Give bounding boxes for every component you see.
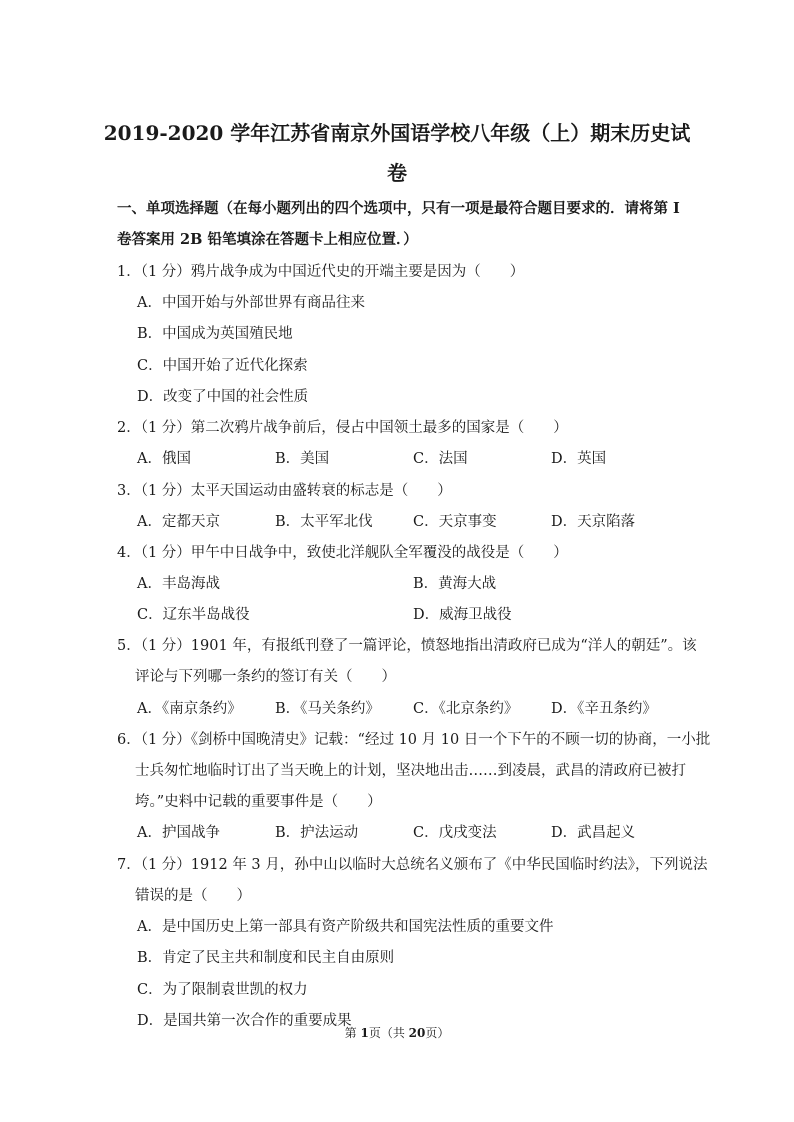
footer-suffix: 页） — [425, 1026, 450, 1040]
question-4-option-d: D．威海卫战役 — [413, 607, 512, 623]
question-7-option-b: B．肯定了民主共和制度和民主自由原则 — [137, 950, 395, 966]
question-5-stem-line1: 5．（1 分）1901 年，有报纸刊登了一篇评论，愤怒地指出清政府已成为“洋人的朝廷”。该 — [117, 638, 697, 654]
question-1-option-a: A．中国开始与外部世界有商品往来 — [137, 295, 365, 311]
question-6-stem-line2: 士兵匆忙地临时订出了当天晚上的计划，坚决地出击……到凌晨，武昌的清政府已被打 — [135, 763, 686, 779]
footer-page-number: 1 — [360, 1026, 369, 1040]
question-3-option-a: A．定都天京 — [137, 514, 220, 530]
question-6-stem-line3: 垮。”史料中记载的重要事件是（ ） — [135, 794, 382, 810]
question-1-option-d: D．改变了中国的社会性质 — [137, 389, 309, 405]
exam-title-line2: 卷 — [387, 161, 407, 185]
question-5-option-c: C．《北京条约》 — [413, 701, 519, 717]
question-7-stem-line2: 错误的是（ ） — [135, 888, 251, 904]
question-2-option-a: A．俄国 — [137, 451, 191, 467]
question-5-stem-line2: 评论与下列哪一条约的签订有关（ ） — [135, 669, 396, 685]
question-1-stem: 1．（1 分）鸦片战争成为中国近代史的开端主要是因为（ ） — [117, 264, 525, 280]
question-4-option-b: B．黄海大战 — [413, 576, 497, 592]
question-1-option-c: C．中国开始了近代化探索 — [137, 358, 308, 374]
footer-middle: 页（共 — [368, 1026, 409, 1040]
question-2-option-c: C．法国 — [413, 451, 468, 467]
page-footer — [0, 1024, 794, 1041]
question-5-option-b: B．《马关条约》 — [275, 701, 380, 717]
exam-title-line1: 2019-2020 学年江苏省南京外国语学校八年级（上）期末历史试 — [103, 121, 691, 145]
section-heading-line2: 卷答案用 2B 铅笔填涂在答题卡上相应位置．） — [117, 231, 418, 248]
question-6-option-a: A．护国战争 — [137, 825, 220, 841]
question-6-option-b: B．护法运动 — [275, 825, 359, 841]
question-3-stem: 3．（1 分）太平天国运动由盛转衰的标志是（ ） — [117, 483, 452, 499]
question-4-option-c: C．辽东半岛战役 — [137, 607, 250, 623]
question-6-stem-line1: 6．（1 分）《剑桥中国晚清史》记载：“经过 10 月 10 日一个下午的不顾一切的协商，一小批 — [117, 732, 711, 748]
question-3-option-d: D．天京陷落 — [551, 514, 636, 530]
question-3-option-b: B．太平军北伐 — [275, 514, 373, 530]
question-4-option-a: A．丰岛海战 — [137, 576, 220, 592]
question-5-option-d: D．《辛丑条约》 — [551, 701, 657, 717]
footer-prefix: 第 — [344, 1026, 361, 1040]
question-5-option-a: A．《南京条约》 — [137, 701, 242, 717]
question-3-option-c: C．天京事变 — [413, 514, 497, 530]
question-7-stem-line1: 7．（1 分）1912 年 3 月，孙中山以临时大总统名义颁布了《中华民国临时约法》，下列说法 — [117, 857, 708, 873]
question-4-stem: 4．（1 分）甲午中日战争中，致使北洋舰队全军覆没的战役是（ ） — [117, 545, 568, 561]
question-6-option-c: C．戊戌变法 — [413, 825, 497, 841]
question-1-option-b: B．中国成为英国殖民地 — [137, 326, 293, 342]
question-2-option-b: B．美国 — [275, 451, 330, 467]
question-6-option-d: D．武昌起义 — [551, 825, 636, 841]
question-2-option-d: D．英国 — [551, 451, 607, 467]
footer-total-pages: 20 — [408, 1026, 426, 1040]
question-7-option-c: C．为了限制袁世凯的权力 — [137, 982, 308, 998]
question-7-option-d: D．是国共第一次合作的重要成果 — [137, 1013, 352, 1029]
question-2-stem: 2．（1 分）第二次鸦片战争前后，侵占中国领土最多的国家是（ ） — [117, 420, 568, 436]
section-heading-line1: 一、单项选择题（在每小题列出的四个选项中，只有一项是最符合题目要求的．请将第 I — [117, 200, 680, 217]
question-7-option-a: A．是中国历史上第一部具有资产阶级共和国宪法性质的重要文件 — [137, 919, 554, 935]
